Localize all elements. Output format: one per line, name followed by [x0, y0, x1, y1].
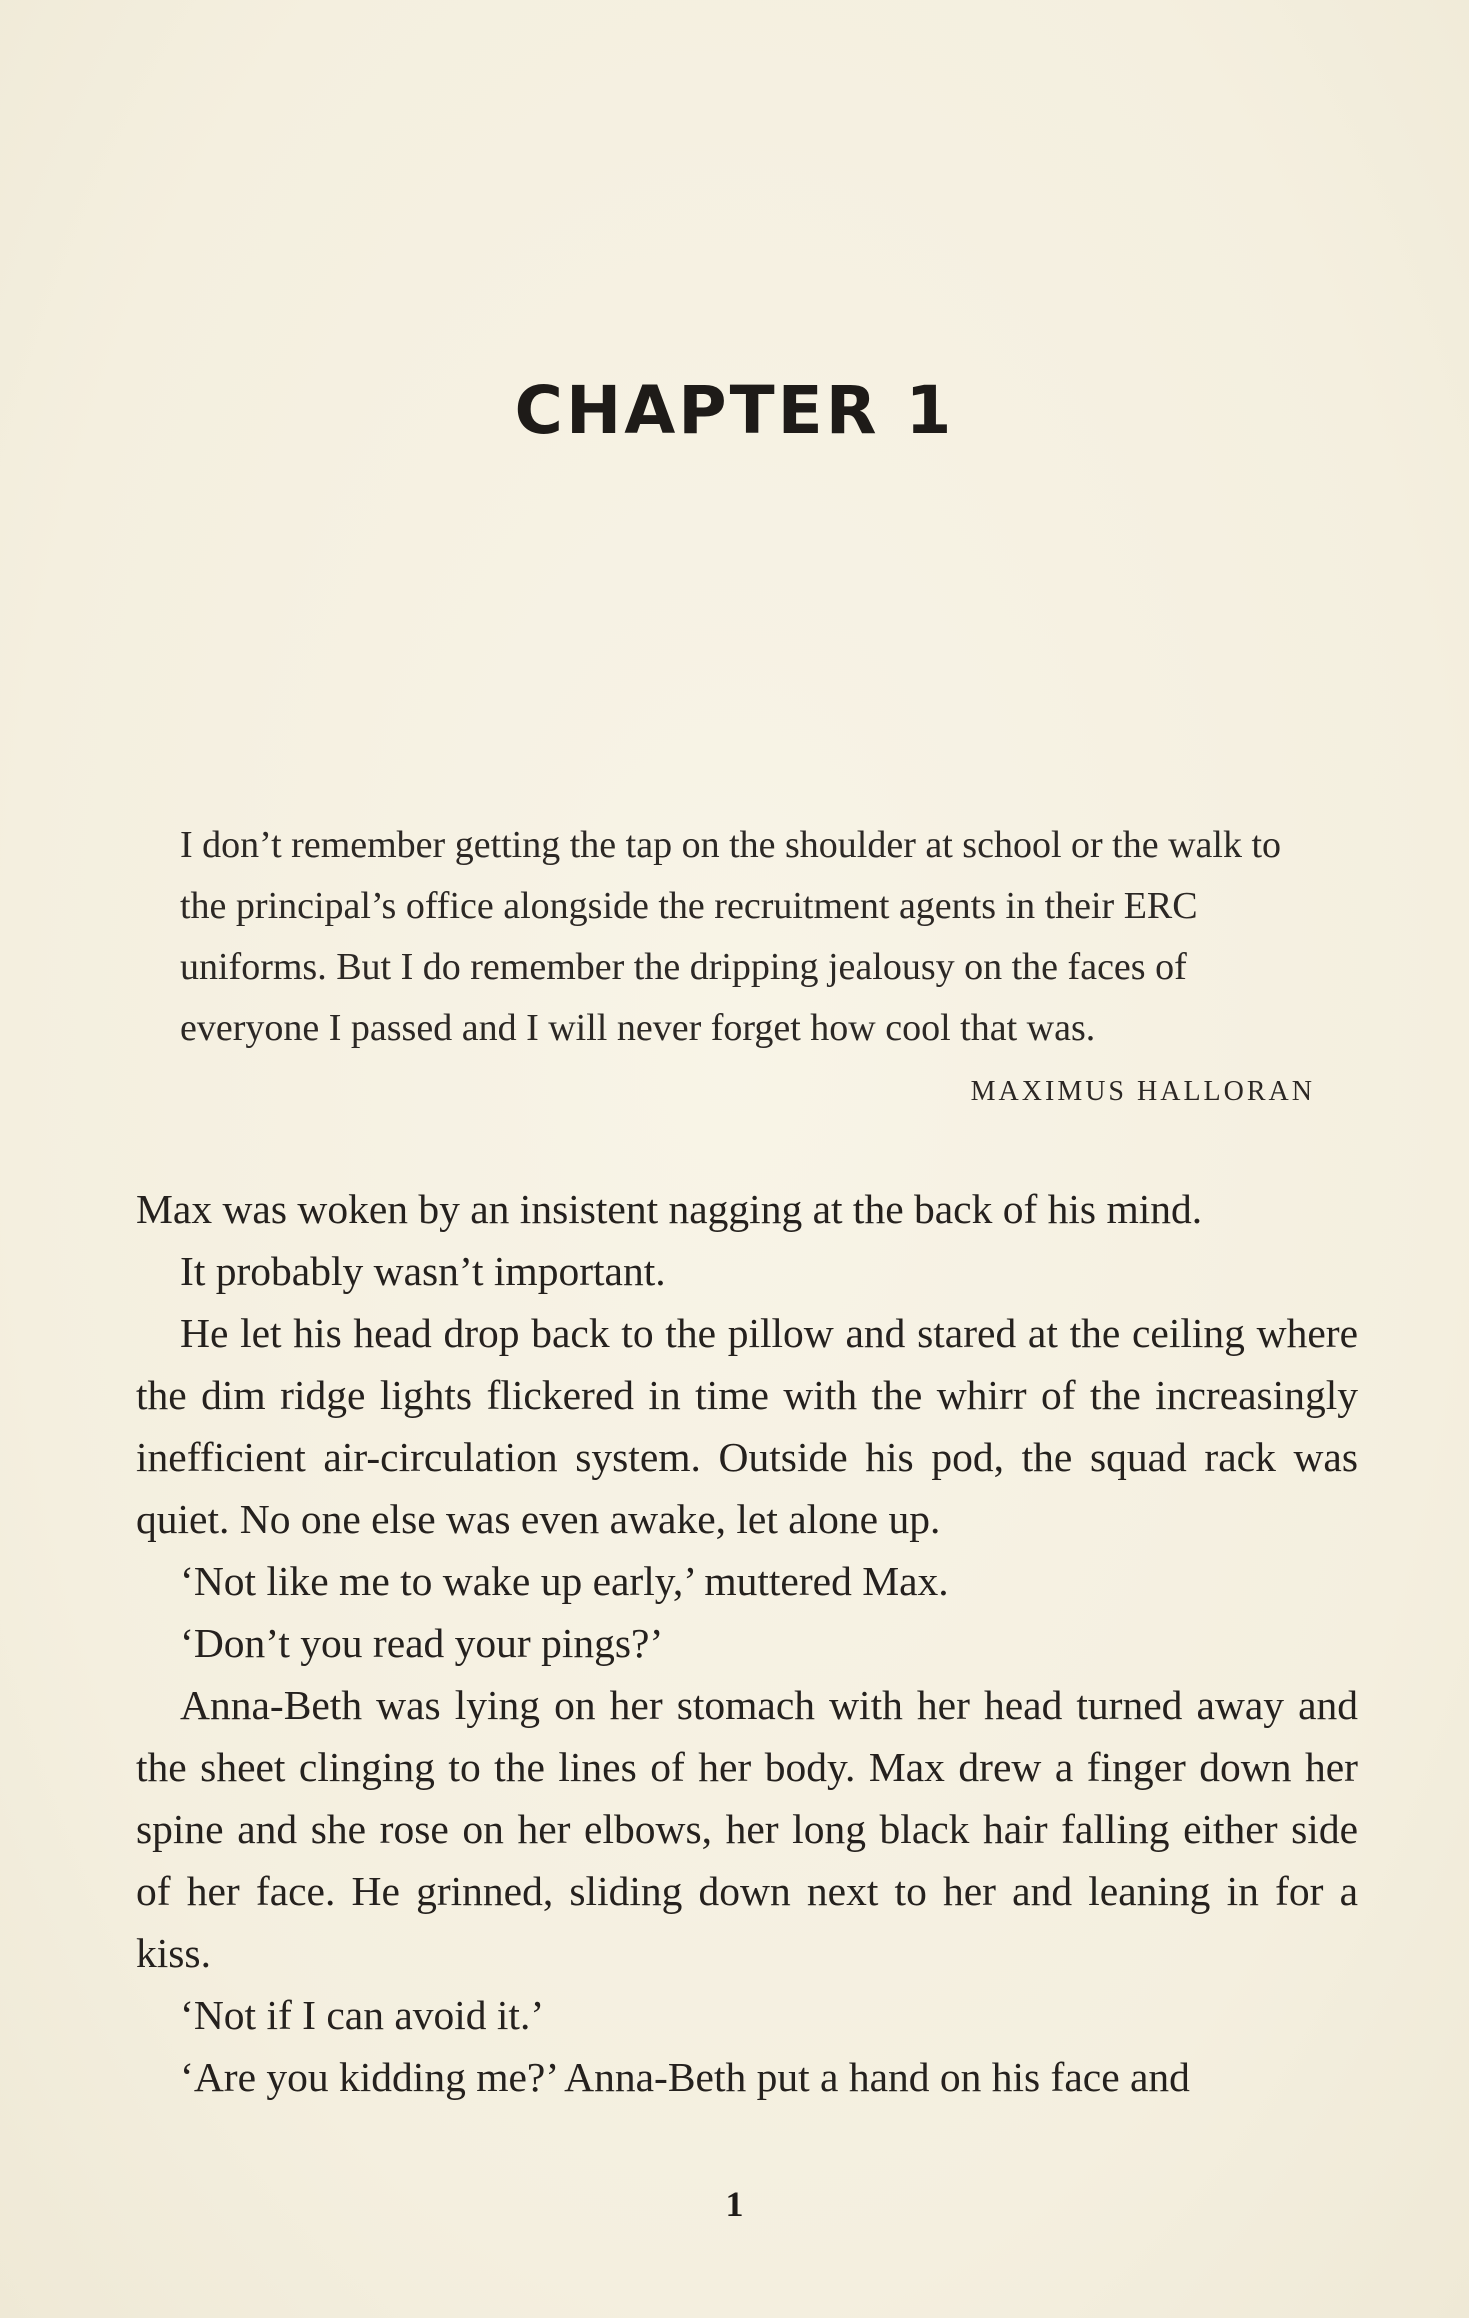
epigraph-text: I don’t remember getting the tap on the shoulder at school or the walk to the principal’s office alongside the recruitment agents in their ERC uniforms. But I do remember the dripping jealousy on the faces of everyone I passed and I will never forget how cool that was.: [180, 824, 1282, 1049]
paragraph: ‘Not if I can avoid it.’: [180, 1992, 545, 2038]
page-number: 1: [725, 2184, 744, 2224]
chapter-body: [136, 1178, 1358, 2108]
paragraph: ‘Don’t you read your pings?’: [180, 1620, 664, 1666]
paragraph: Anna-Beth was lying on her stomach with her head turned away and the sheet clinging to the lines of her body. Max drew a finger down her spine and she rose on her elbows, her long black hair falling either side of her face. He grinned, sliding down next to her and leaning in for a kiss.: [136, 1682, 1358, 1976]
epigraph: [180, 815, 1315, 1122]
paragraph: It probably wasn’t important.: [180, 1248, 666, 1294]
paragraph: ‘Not like me to wake up early,’ muttered Max.: [180, 1558, 949, 1604]
epigraph-attribution: MAXIMUS HALLORAN: [970, 1076, 1315, 1107]
paragraph: He let his head drop back to the pillow and stared at the ceiling where the dim ridge lights flickered in time with the whirr of the increasingly inefficient air-circulation system. Outside his pod, the squad rack was quiet. No one else was even awake, let alone up.: [136, 1310, 1358, 1542]
paragraph: Max was woken by an insistent nagging at the back of his mind.: [136, 1186, 1203, 1232]
chapter-title: CHAPTER 1: [514, 372, 955, 449]
paragraph: ‘Are you kidding me?’ Anna-Beth put a hand on his face and: [180, 2054, 1190, 2100]
